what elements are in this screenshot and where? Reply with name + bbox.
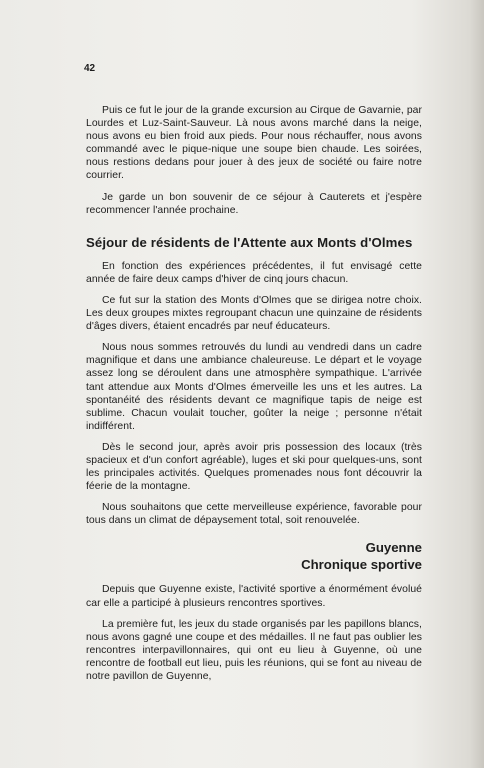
page-content [86,104,422,691]
section1-paragraph: En fonction des expériences précédentes, il fut envisagé cette année de faire deux camps d'hiver de cinq jours chacun. [86,260,422,285]
section-title-line2: Chronique sportive [301,557,422,573]
section-title-guyenne [86,539,422,573]
section1-paragraph: Dès le second jour, après avoir pris possession des locaux (très spacieux et d'un confort agréable), luges et ski pour quelques-uns, sont les principales activités. Quelques promenades nous font découvrir la féerie de la montagne. [86,441,422,493]
section2-paragraph: Depuis que Guyenne existe, l'activité sportive a énormément évolué car elle a participé à plusieurs rencontres sportives. [86,584,422,609]
section1-paragraph: Ce fut sur la station des Monts d'Olmes que se dirigea notre choix. Les deux groupes mixtes regroupant chacun une quinzaine de résidents d'âges divers, étaient encadrés par neuf éducateurs. [86,294,422,333]
section1-paragraph: Nous souhaitons que cette merveilleuse expérience, favorable pour tous dans un climat de dépaysement total, soit renouvelée. [86,502,422,527]
section-title-monts-olmes: Séjour de résidents de l'Attente aux Monts d'Olmes [86,234,413,250]
section1-paragraph: Nous nous sommes retrouvés du lundi au vendredi dans un cadre magnifique et dans une ambiance chaleureuse. Le départ et le voyage assez long se déroulent dans une atmosphère sympathique. L'arrivée tant attendue aux Monts d'Olmes émerveille les uns et les autres. La spontanéité des résidents devant ce magnifique tapis de neige est sublime. Chacun voulait toucher, goûter la neige ; personne n'était indifférent. [86,342,422,432]
section2-paragraph: La première fut, les jeux du stade organisés par les papillons blancs, nous avons gagné une coupe et des médailles. Il ne faut pas oublier les rencontres interpavillonnaires, qui ont eu lieu à Guyenne, où une rencontre de football eut lieu, puis les réunions, qui se font au niveau de notre pavillon de Guyenne, [86,618,422,682]
page-number: 42 [84,63,96,74]
intro-paragraph: Puis ce fut le jour de la grande excursion au Cirque de Gavarnie, par Lourdes et Luz-Saint-Sauveur. Là nous avons marché dans la neige, nous avons eu bien froid aux pieds. Pour nous réchauffer, nous avons commandé avec le pique-nique une soupe bien chaude. Les soirées, nous restions dedans pour jouer à des jeux de société ou faire notre courrier. [86,105,422,182]
section-title-line1: Guyenne [365,540,422,556]
intro-paragraph: Je garde un bon souvenir de ce séjour à Cauterets et j'espère recommencer l'année prochaine. [86,191,422,216]
